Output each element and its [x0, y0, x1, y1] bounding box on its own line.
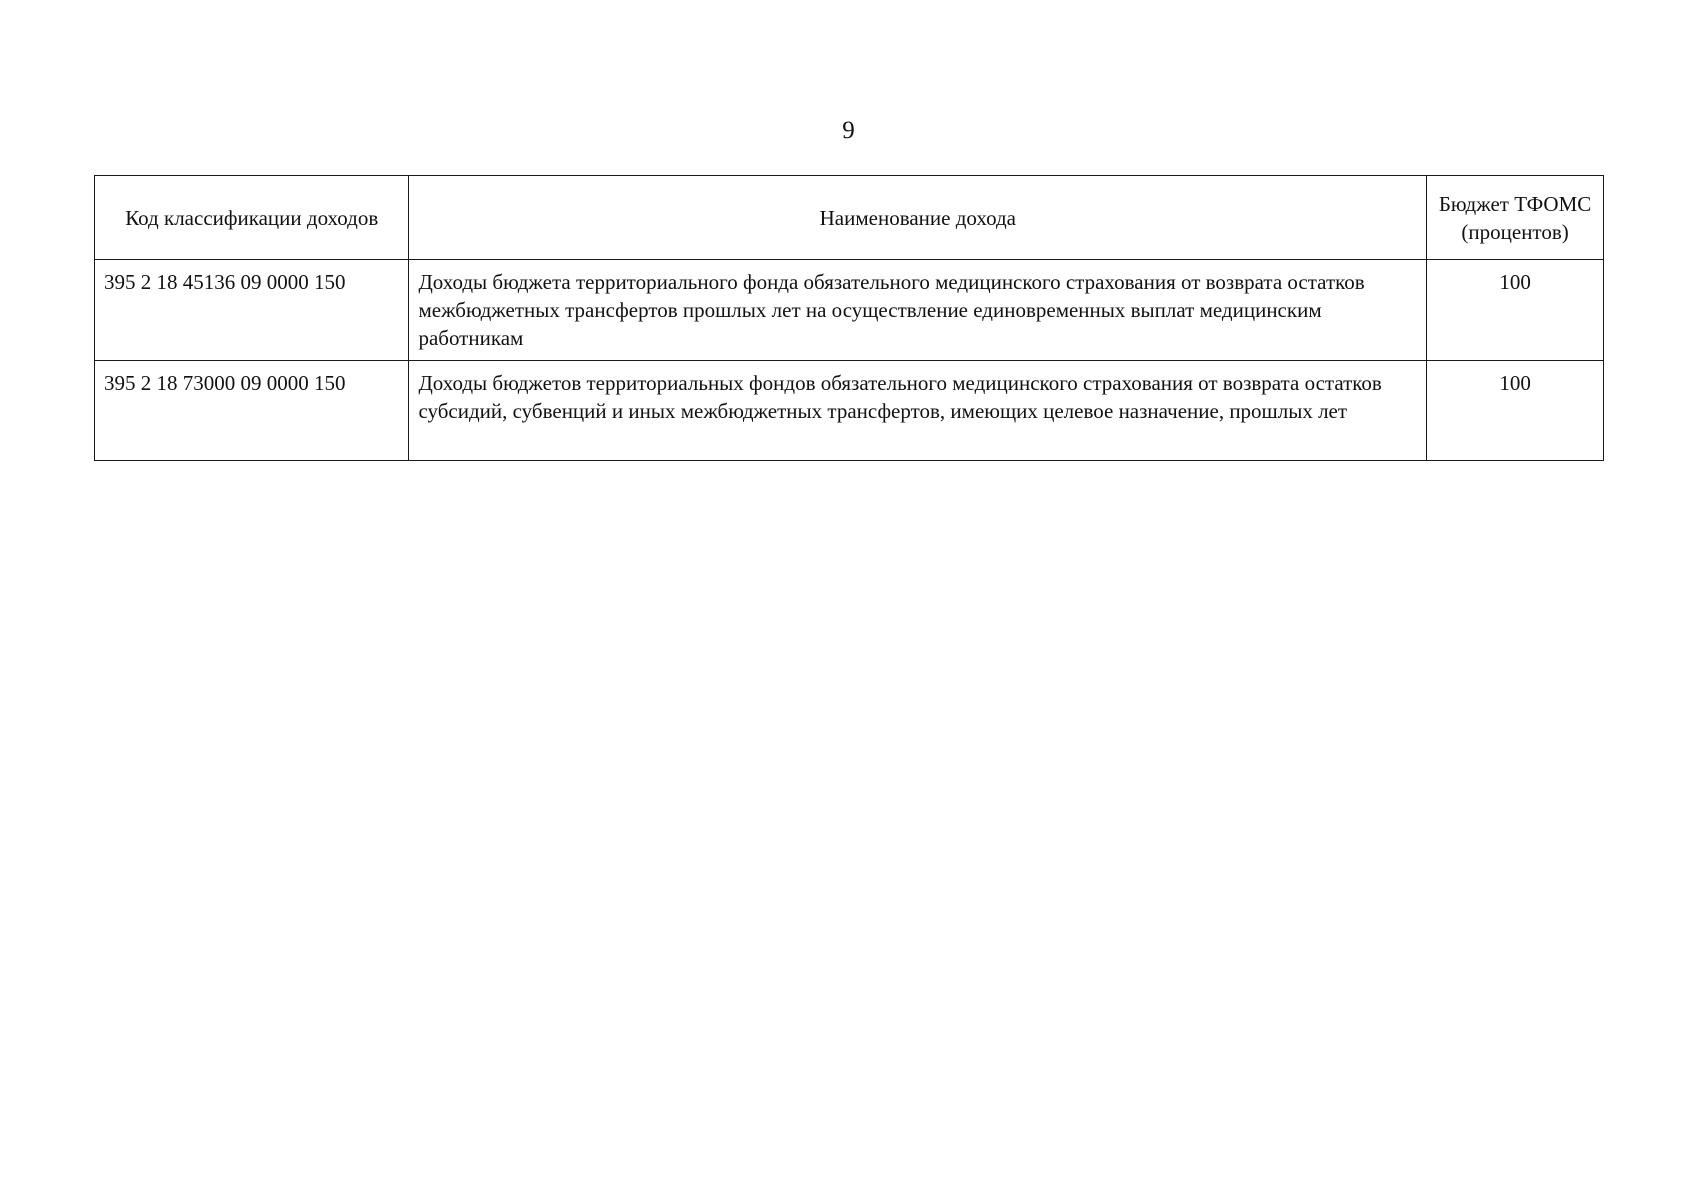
- budget-share-cell: 100: [1427, 260, 1604, 361]
- income-code-cell: 395 2 18 45136 09 0000 150: [95, 260, 409, 361]
- income-code-cell: 395 2 18 73000 09 0000 150: [95, 361, 409, 461]
- budget-share-cell: 100: [1427, 361, 1604, 461]
- table-row: [95, 260, 1604, 361]
- header-tfoms-budget-share: Бюджет ТФОМС (процентов): [1427, 176, 1604, 260]
- income-classification-table: [94, 175, 1604, 461]
- income-name-cell: Доходы бюджетов территориальных фондов обязательного медицинского страхования от возврата остатков субсидий, субвенций и иных межбюджетных трансфертов, имеющих целевое назначение, прошлых лет: [409, 361, 1427, 461]
- income-name-cell: Доходы бюджета территориального фонда обязательного медицинского страхования от возврата остатков межбюджетных трансфертов прошлых лет на осуществление единовременных выплат медицинским работникам: [409, 260, 1427, 361]
- header-income-code: Код классификации доходов: [95, 176, 409, 260]
- table-row: [95, 361, 1604, 461]
- page-number: 9: [842, 117, 855, 144]
- header-income-name: Наименование дохода: [409, 176, 1427, 260]
- table-header-row: [95, 176, 1604, 260]
